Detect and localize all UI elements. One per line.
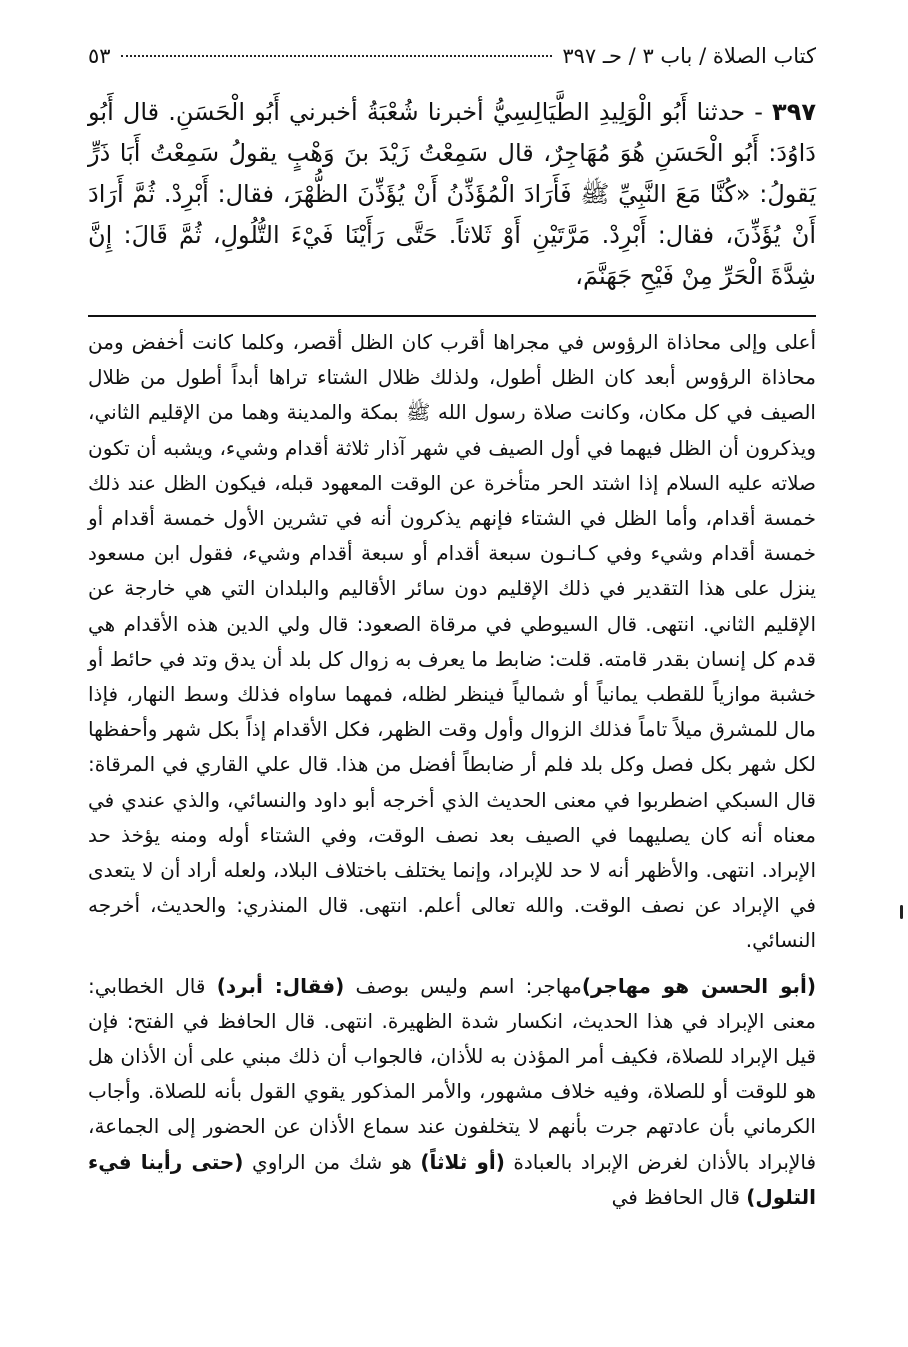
commentary-text: قال الخطابي: معنى الإبراد في هذا الحديث، انكسار شدة الظهيرة. انتهى. قال الحافظ في الفتح: فإن قيل الإبراد للصلاة، فكيف أمر المؤذن به للأذان، فالجواب أن ذلك مبني على أن الأذان هل هو للوقت أو للصلاة، وفيه خلاف مشهور، والأمر المذكور يقوي القول بأنه للصلاة. وأجاب الكرماني بأن عادتهم جرت بأنهم لا يتخلفون عند سماع الأذان عن الحضور إلى الجماعة، فالإبراد بالأذان لغرض الإبراد بالعبادة: [88, 973, 817, 1174]
separator-rule: [88, 315, 816, 317]
hadith-body: - حدثنا أَبُو الْوَلِيدِ الطَّيَالِسِيُّ أخبرنا شُعْبَةُ أخبرني أَبُو الْحَسَنِ. قال أَبُو دَاوُدَ: أَبُو الْحَسَنِ هُوَ مُهَاجِرٌ، قال سَمِعْتُ زَيْدَ بنَ وَهْبٍ يقولُ سَمِعْتُ أَبَا ذَرٍّ يَقولُ: «كُنَّا مَعَ النَّبِيِّ ﷺ فَأَرَادَ الْمُؤَذِّنُ أَنْ يُؤَذِّنَ الظُّهْرَ، فقال: أَبْرِدْ. ثُمَّ أَرَادَ أَنْ يُؤَذِّنَ، فقال: أَبْرِدْ. مَرَّتَيْنِ أَوْ ثَلاثاً. حَتَّى رَأَيْنَا فَيْءَ التُّلُولِ، ثُمَّ قَالَ: إِنَّ شِدَّةَ الْحَرِّ مِنْ فَيْحِ جَهَنَّمَ،: [88, 98, 816, 290]
hadith-text: [88, 92, 816, 297]
margin-mark: [900, 905, 903, 919]
commentary-text: هو شك من الراوي: [243, 1149, 421, 1174]
running-header: [88, 44, 816, 82]
keyword-abu-alhasan: (أبو الحسن هو مهاجر): [581, 973, 817, 998]
keyword-aw-thalathan: (أو ثلاثاً): [420, 1149, 505, 1174]
header-title: كتاب الصلاة / باب ٣ / حـ ٣٩٧: [562, 44, 816, 68]
commentary-paragraph-2: [88, 969, 816, 1215]
book-page: [88, 44, 816, 1215]
commentary-text: مهاجر: اسم وليس بوصف: [344, 973, 582, 998]
page-number: ٥٣: [88, 44, 111, 68]
commentary-text: قال الحافظ في: [611, 1184, 747, 1209]
keyword-faqal-abrid: (فقال: أبرد): [216, 973, 345, 998]
commentary: [88, 325, 816, 1215]
commentary-paragraph: أعلى وإلى محاذاة الرؤوس في مجراها أقرب كان الظل أقصر، وكلما كانت أخفض ومن محاذاة الرؤوس أبعد كان الظل أطول، ولذلك ظلال الشتاء تراها أبداً أطول من ظلال الصيف في كل مكان، وكانت صلاة رسول الله ﷺ بمكة والمدينة وهما من الإقليم الثاني، ويذكرون أن الظل فيهما في أول الصيف في شهر آذار ثلاثة أقدام وشيء، ويشبه أن تكون صلاته عليه السلام إذا اشتد الحر متأخرة عن الوقت المعهود قبله، فيكون الظل عند ذلك خمسة أقدام، وأما الظل في الشتاء فإنهم يذكرون أنه في تشرين الأول خمسة أقدام أو خمسة أقدام وشيء وفي كـانـون سبعة أقدام أو سبعة أقدام وشيء، فقول ابن مسعود ينزل على هذا التقدير في ذلك الإقليم دون سائر الأقاليم والبلدان التي هي خارجة عن الإقليم الثاني. انتهى. قال السيوطي في مرقاة الصعود: قال ولي الدين هذه الأقدام هي قدم كل إنسان بقدر قامته. قلت: ضابط ما يعرف به زوال كل بلد أن يدق وتد في حائط أو خشبة موازياً للقطب يمانياً أو شمالياً فينظر لظله، فمهما ساواه فذلك وسط النهار، فإذا مال للمشرق ميلاً تاماً فذلك الزوال وأول وقت الظهر، فكل الأقدام إذاً بكل شهر وأحفظها لكل شهر بكل فصل وكل بلد فلم أر ضابطاً أفضل من هذا. قال علي القاري في المرقاة: قال السبكي اضطربوا في معنى الحديث الذي أخرجه أبو داود والنسائي، والذي عندي في معناه أنه كان يصليهما في الصيف بعد نصف الوقت، وفي الشتاء أوله ومنه يؤخذ حد الإبراد. انتهى. والأظهر أنه لا حد للإبراد، وإنما يختلف باختلاف البلاد، ولعله أراد أن لا يتعدى في الإبراد عن نصف الوقت. والله تعالى أعلم. انتهى. قال المنذري: والحديث، أخرجه النسائي.: [88, 330, 816, 953]
header-dot-leader: [121, 55, 553, 57]
keyword-hatta-raayna: (حتى رأينا فيء التلول): [88, 1149, 816, 1209]
hadith-number: ٣٩٧: [772, 98, 816, 126]
